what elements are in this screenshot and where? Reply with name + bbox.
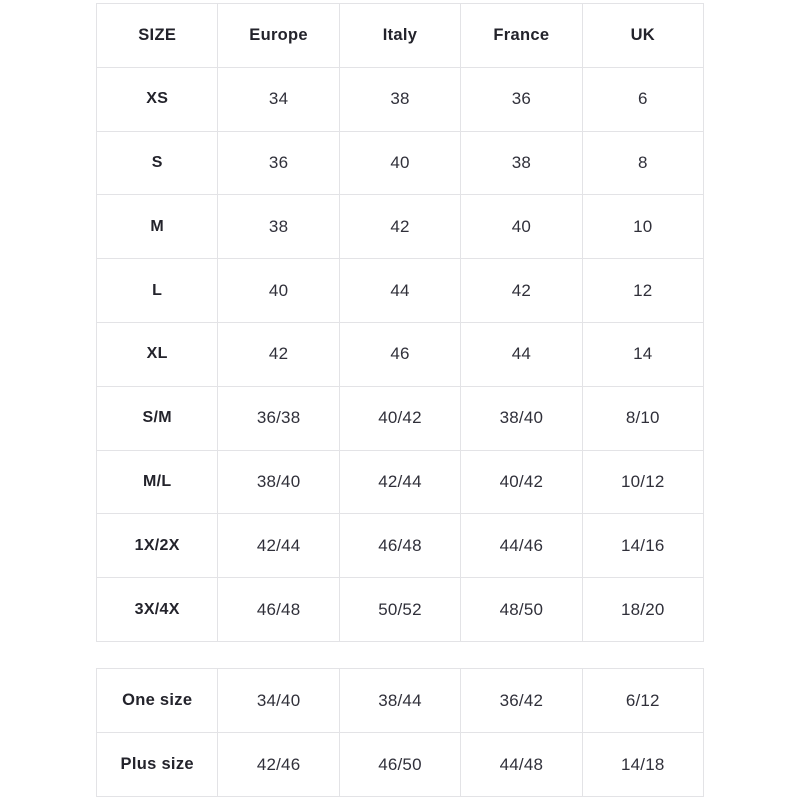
table-row xyxy=(97,195,704,259)
cell-plus-size-uk: 14/18 xyxy=(582,733,703,797)
column-header-size: SIZE xyxy=(97,4,218,68)
cell-plus-size-europe: 42/46 xyxy=(218,733,339,797)
cell-m-l-uk: 10/12 xyxy=(582,450,703,514)
cell-xs-europe: 34 xyxy=(218,67,339,131)
cell-one-size-uk: 6/12 xyxy=(582,669,703,733)
cell-s-europe: 36 xyxy=(218,131,339,195)
cell-plus-size-france: 44/48 xyxy=(461,733,582,797)
cell-s-france: 38 xyxy=(461,131,582,195)
cell-1x-2x-europe: 42/44 xyxy=(218,514,339,578)
table-row xyxy=(97,67,704,131)
primary-table-body xyxy=(97,67,704,641)
cell-m-italy: 42 xyxy=(339,195,460,259)
cell-s-m-italy: 40/42 xyxy=(339,386,460,450)
cell-3x-4x-europe: 46/48 xyxy=(218,578,339,642)
table-row xyxy=(97,578,704,642)
table-row xyxy=(97,259,704,323)
cell-l-uk: 12 xyxy=(582,259,703,323)
cell-s-m-europe: 36/38 xyxy=(218,386,339,450)
column-header-uk: UK xyxy=(582,4,703,68)
table-header-row xyxy=(97,4,704,68)
cell-s-uk: 8 xyxy=(582,131,703,195)
row-label-m-l: M/L xyxy=(97,450,218,514)
cell-one-size-france: 36/42 xyxy=(461,669,582,733)
primary-table-header xyxy=(97,4,704,68)
cell-3x-4x-uk: 18/20 xyxy=(582,578,703,642)
row-label-plus-size: Plus size xyxy=(97,733,218,797)
row-label-3x-4x: 3X/4X xyxy=(97,578,218,642)
row-label-s: S xyxy=(97,131,218,195)
column-header-europe: Europe xyxy=(218,4,339,68)
cell-xs-france: 36 xyxy=(461,67,582,131)
cell-one-size-italy: 38/44 xyxy=(339,669,460,733)
cell-1x-2x-italy: 46/48 xyxy=(339,514,460,578)
cell-1x-2x-france: 44/46 xyxy=(461,514,582,578)
cell-m-l-europe: 38/40 xyxy=(218,450,339,514)
row-label-s-m: S/M xyxy=(97,386,218,450)
table-row xyxy=(97,386,704,450)
table-row xyxy=(97,131,704,195)
cell-xl-france: 44 xyxy=(461,322,582,386)
cell-s-italy: 40 xyxy=(339,131,460,195)
row-label-xl: XL xyxy=(97,322,218,386)
table-row xyxy=(97,450,704,514)
cell-s-m-france: 38/40 xyxy=(461,386,582,450)
row-label-m: M xyxy=(97,195,218,259)
row-label-one-size: One size xyxy=(97,669,218,733)
cell-1x-2x-uk: 14/16 xyxy=(582,514,703,578)
cell-m-l-france: 40/42 xyxy=(461,450,582,514)
cell-s-m-uk: 8/10 xyxy=(582,386,703,450)
table-row xyxy=(97,322,704,386)
column-header-france: France xyxy=(461,4,582,68)
cell-m-france: 40 xyxy=(461,195,582,259)
secondary-table-body xyxy=(97,669,704,797)
table-row xyxy=(97,733,704,797)
cell-m-europe: 38 xyxy=(218,195,339,259)
cell-3x-4x-italy: 50/52 xyxy=(339,578,460,642)
primary-size-table xyxy=(96,3,704,642)
cell-m-l-italy: 42/44 xyxy=(339,450,460,514)
row-label-xs: XS xyxy=(97,67,218,131)
cell-xs-uk: 6 xyxy=(582,67,703,131)
table-row xyxy=(97,514,704,578)
row-label-l: L xyxy=(97,259,218,323)
column-header-italy: Italy xyxy=(339,4,460,68)
cell-xl-italy: 46 xyxy=(339,322,460,386)
cell-xl-uk: 14 xyxy=(582,322,703,386)
secondary-size-table xyxy=(96,668,704,797)
cell-plus-size-italy: 46/50 xyxy=(339,733,460,797)
cell-l-france: 42 xyxy=(461,259,582,323)
cell-one-size-europe: 34/40 xyxy=(218,669,339,733)
cell-l-europe: 40 xyxy=(218,259,339,323)
table-row xyxy=(97,669,704,733)
cell-xs-italy: 38 xyxy=(339,67,460,131)
secondary-size-table-container xyxy=(96,668,704,797)
cell-xl-europe: 42 xyxy=(218,322,339,386)
row-label-1x-2x: 1X/2X xyxy=(97,514,218,578)
cell-m-uk: 10 xyxy=(582,195,703,259)
primary-size-table-container xyxy=(96,3,704,642)
cell-l-italy: 44 xyxy=(339,259,460,323)
cell-3x-4x-france: 48/50 xyxy=(461,578,582,642)
